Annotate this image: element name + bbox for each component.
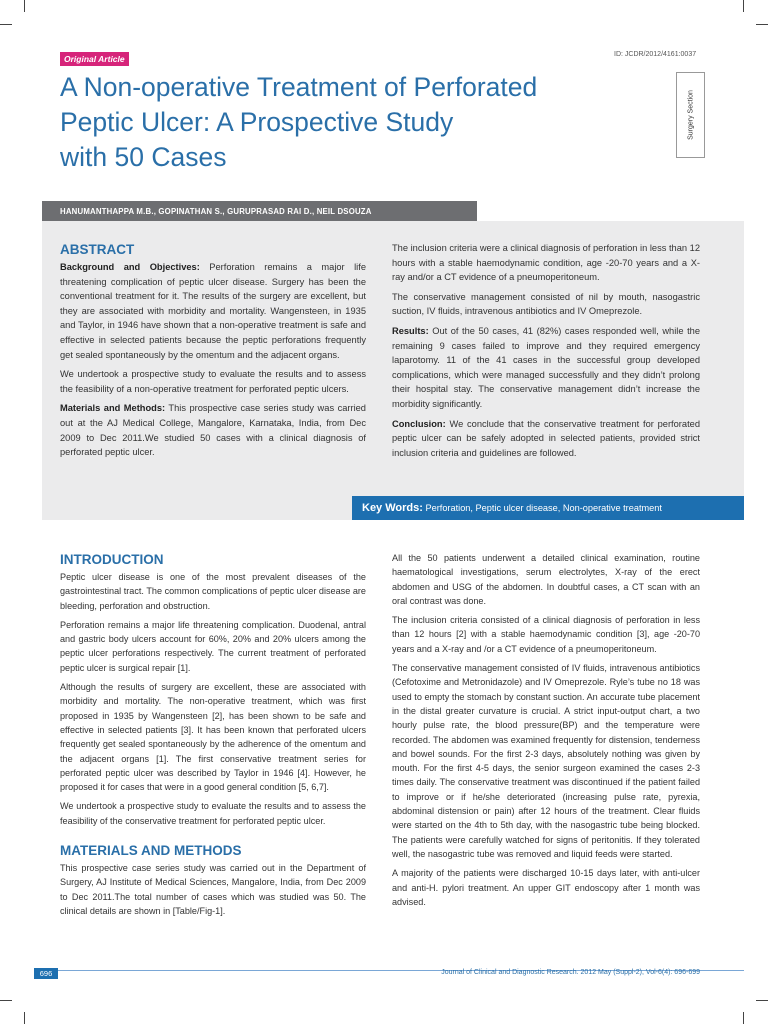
abstract-background	[60, 260, 366, 362]
page-number: 696	[34, 968, 58, 979]
title-line: with 50 Cases	[60, 142, 227, 172]
crop-mark	[0, 24, 12, 25]
intro-paragraph: Perforation remains a major life threatening complication. Duodenal, antral and gastric body ulcers account for 60%, 20% and 20% ulcers among the peptic ulcer perforations respectively. The current treatment of perforated peptic ulcer is surgical repair [1].	[60, 619, 366, 673]
body-paragraph: All the 50 patients underwent a detailed clinical examination, routine haematological investigations, serum electrolytes, X-ray of the erect abdomen and USG of the abdomen. In doubtful cases, a CT scan with an oral contrast was done.	[392, 553, 700, 606]
crop-mark	[756, 24, 768, 25]
methods-heading: MATERIALS AND METHODS	[60, 843, 242, 859]
conclusion-label: Conclusion:	[392, 418, 446, 429]
body-paragraph: The inclusion criteria consisted of a clinical diagnosis of perforation in less than 12 hours [2] with a stable haemodynamic condition [3], age -20-70 years and a X-ray and /or a CT evidence of a pneumoperitoneum.	[392, 615, 700, 654]
methods-label: Materials and Methods:	[60, 403, 166, 414]
introduction-heading: INTRODUCTION	[60, 552, 164, 567]
methods-text: This prospective case series study was carried out at the AJ Medical College, Mangalore, Karnataka, India, from Dec 2009 to Dec 2011.We studied 50 cases with a clinical diagnosis of perforated peptic ulcer.	[60, 403, 366, 458]
background-text: Perforation remains a major life threatening complication of peptic ulcer disease. Surgery has been the conventional treatment for it. The results of the surgery are excellent, but they are associated with morbidity and mortality. Wangensteen, in 1935 and Taylor, in 1946 have shown that a non-operative treatment is safe and effective in selected patients because the peptic perforations frequently get sealed spontaneously by the omentum and the adjacent organs.	[60, 262, 366, 360]
methods-paragraph: This prospective case series study was carried out in the Department of Surgery, AJ Institute of Medical Sciences, Mangalore, India, from Dec 2009 to Dec 2011.The total number of cases which was studied was 50. The clinical details are shown in [Table/Fig-1].	[60, 863, 366, 916]
body-paragraph: The conservative management consisted of IV fluids, intravenous antibiotics (Cefotoxime and Metronidazole) and IV Omeprezole. Ryle’s tube no 18 was used to empty the stomach by constant suction. An accurate tube placement in the distal greater curvature is crucial. A strict input-output chart, a two hourly pulse rate, the blood pressure(BP) and the temperature were recorded. The abdomen was examined frequently for distension, tenderness and bowel sounds. For the first 2-3 days, absolutely nothing was given by mouth. For the first 4-5 days, the senior surgeon examined the cases 2-3 times daily. The conservative treatment was discontinued if the patient failed to improve or if he/she deteriorated (increasing pulse rate, pyrexia, abdominal distension or pain) after 12 hours of the treatment. Clear fluids were started on the 4th to 5th day, with the nasogastric tube being blocked. The patients were carefully watched for signs of peritonitis. If they tolerated well, the nasogastric tube was removed and liquid feeds were started.	[392, 663, 700, 859]
crop-mark	[24, 1012, 25, 1024]
results-label: Results:	[392, 325, 429, 336]
title-line: A Non-operative Treatment of Perforated	[60, 72, 538, 102]
keywords-label: Key Words:	[362, 502, 423, 514]
background-label: Background and Objectives:	[60, 262, 200, 272]
intro-paragraph: We undertook a prospective study to evaluate the results and to assess the feasibility of the conservative treatment for perforated peptic ulcer.	[60, 801, 366, 826]
abstract-methods	[60, 401, 366, 459]
article-id: ID: JCDR/2012/4161:0037	[614, 51, 697, 58]
authors-bar: HANUMANTHAPPA M.B., GOPINATHAN S., GURUPRASAD RAI D., NEIL DSOUZA	[42, 201, 477, 221]
conclusion-text: We conclude that the conservative treatment for perforated peptic ulcer can be safely adopted in selected patients, provided strict inclusion criteria and guidelines are followed.	[392, 418, 700, 458]
journal-citation: Journal of Clinical and Diagnostic Research. 2012 May (Suppl-2), Vol-6(4): 696-699	[441, 969, 700, 976]
abstract-right-column	[392, 241, 700, 465]
section-tab	[676, 72, 705, 158]
title-line: Peptic Ulcer: A Prospective Study	[60, 107, 454, 137]
abstract-management: The conservative management consisted of nil by mouth, nasogastric suction, IV fluids, intravenous antibiotics and IV Omeprezole.	[392, 291, 700, 317]
abstract-results	[392, 324, 700, 412]
abstract-conclusion	[392, 417, 700, 461]
article-type-badge: Original Article	[60, 52, 129, 66]
intro-paragraph: Although the results of surgery are excellent, these are associated with morbidity and mortality. The non-operative treatment, which was first proposed in 1935 by Wangensteen [2], has been shown to be safe and effective in selected patients [3]. It has been known that perforated ulcers frequently get sealed spontaneously by the adherence of the omentum and the adjacent organs [1]. The first conservative treatment series for perforated peptic ulcer was described by Taylor in 1946 [4]. However, he proposed it for cases that were in a good general condition [5, 6,7].	[60, 682, 366, 793]
keywords-text: Perforation, Peptic ulcer disease, Non-operative treatment	[422, 503, 662, 513]
abstract-left-column	[60, 241, 366, 465]
article-title	[60, 70, 620, 175]
crop-mark	[24, 0, 25, 12]
abstract-background-p2: We undertook a prospective study to evaluate the results and to assess the feasibility of a non-operative treatment for perforated peptic ulcers.	[60, 369, 366, 394]
abstract-inclusion: The inclusion criteria were a clinical diagnosis of perforation in less than 12 hours with a stable haemodynamic condition, age -20-70 years and a X-ray and/or a CT evidence of a pneumoperitoneum.	[392, 243, 700, 283]
crop-mark	[756, 1000, 768, 1001]
body-left-column	[60, 551, 366, 923]
abstract-heading: ABSTRACT	[60, 242, 135, 257]
crop-mark	[743, 1012, 744, 1024]
results-text: Out of the 50 cases, 41 (82%) cases responded well, while the remaining 9 cases failed to improve and they required emergency laparotomy. 11 of the 41 cases in the successful group developed complications, which were managed successfully and they didn’t prolong their hospital stay. The conservative management didn’t increase the morbidity significantly.	[392, 325, 700, 409]
body-paragraph: A majority of the patients were discharged 10-15 days later, with anti-ulcer and anti-H. pylori treatment. An upper GIT endoscopy after 1 month was advised.	[392, 868, 700, 907]
body-right-column	[392, 551, 700, 914]
crop-mark	[743, 0, 744, 12]
crop-mark	[0, 1000, 12, 1001]
intro-paragraph: Peptic ulcer disease is one of the most prevalent diseases of the gastrointestinal tract. The common complications of peptic ulcer disease are bleeding, perforation and obstruction.	[60, 572, 366, 611]
keywords-bar	[352, 496, 744, 520]
section-tab-label: Surgery Section	[687, 90, 694, 140]
